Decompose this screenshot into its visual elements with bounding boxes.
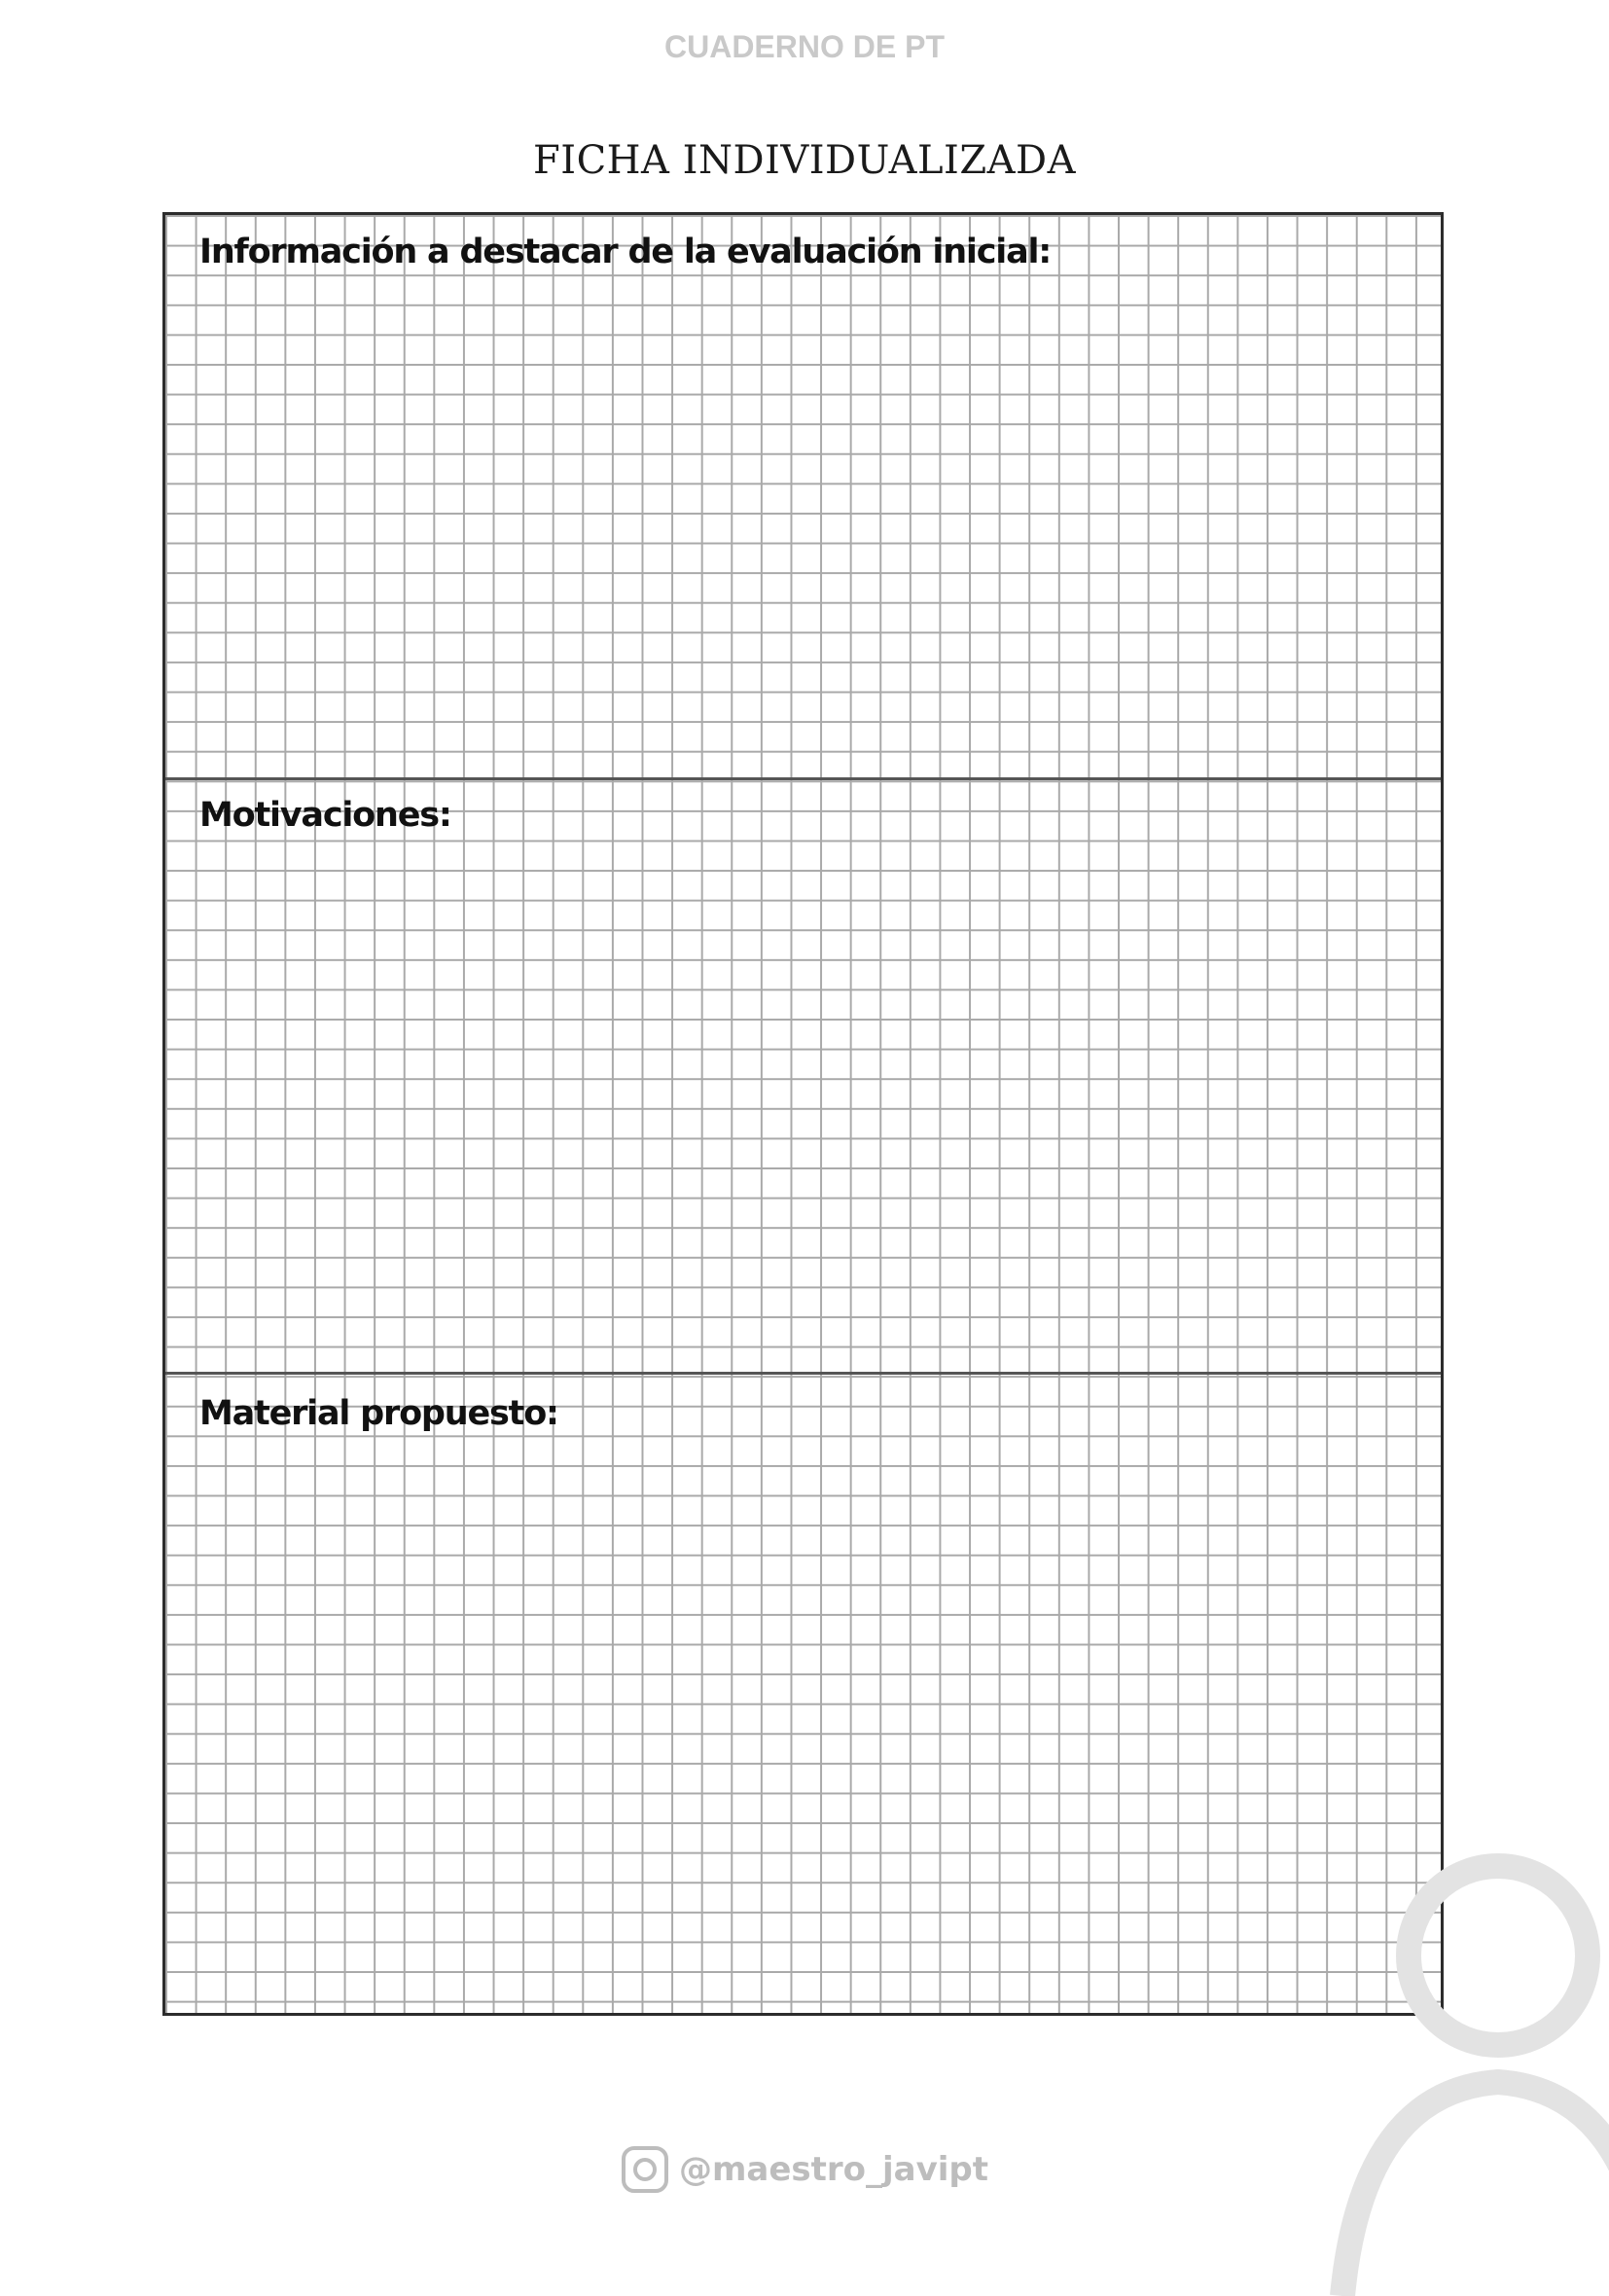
instagram-icon	[621, 2145, 669, 2194]
instagram-handle: @maestro_javipt	[678, 2150, 989, 2189]
person-avatar-icon	[1323, 1848, 1609, 2296]
notebook-header-label: CUADERNO DE PT	[663, 29, 945, 64]
section-divider	[165, 1372, 1441, 1375]
section-label-motivaciones: Motivaciones:	[199, 796, 451, 835]
grid-sheet	[162, 212, 1444, 2016]
section-label-material-propuesto: Material propuesto:	[199, 1394, 558, 1433]
section-label-evaluacion-inicial: Información a destacar de la evaluación inicial:	[199, 233, 1052, 271]
section-divider	[165, 777, 1441, 780]
page-title: FICHA INDIVIDUALIZADA	[533, 138, 1076, 183]
